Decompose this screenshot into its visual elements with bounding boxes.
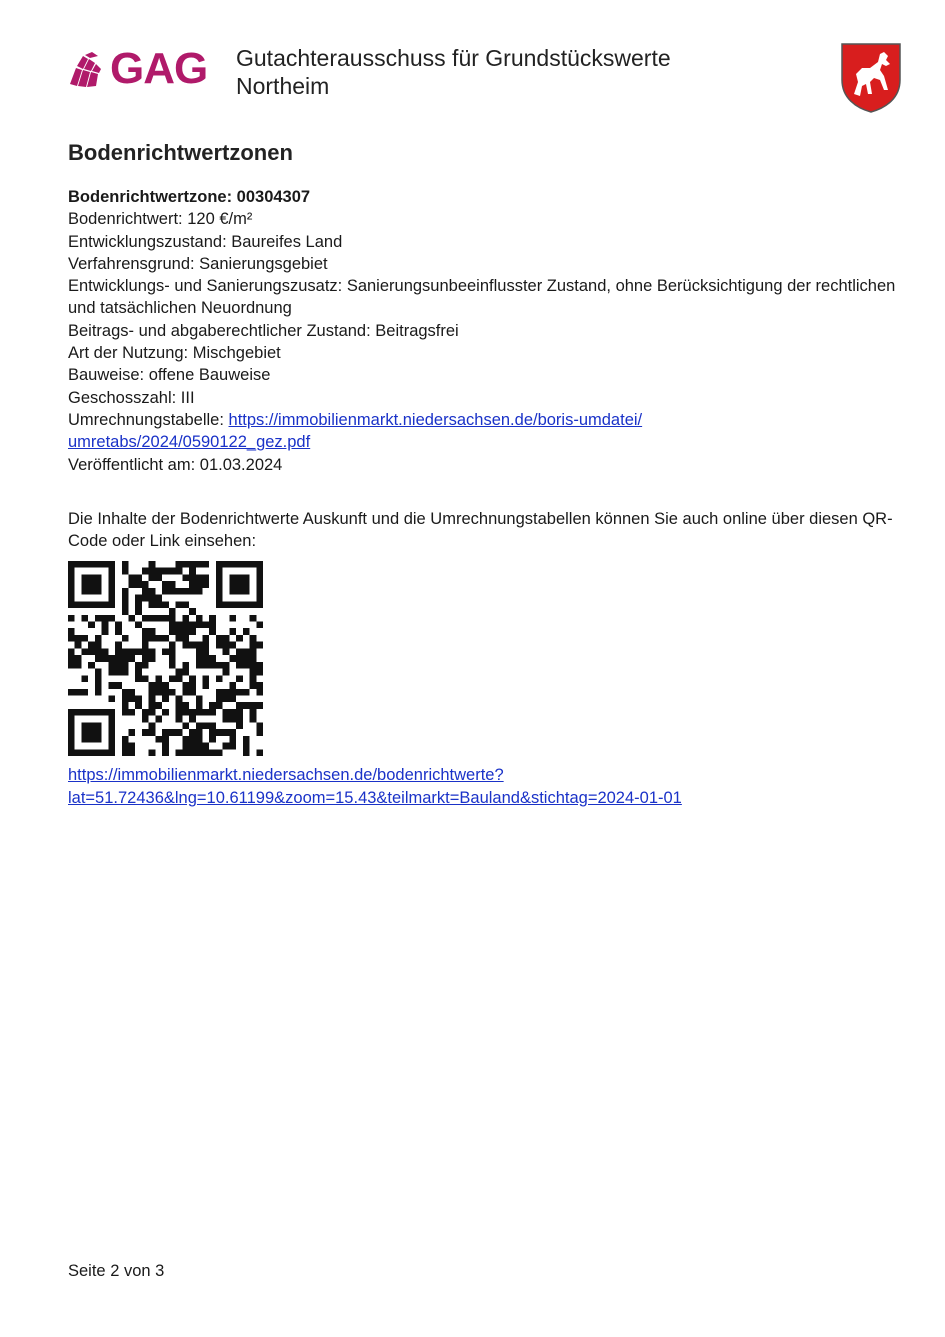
qr-code-icon[interactable] — [68, 561, 263, 756]
online-info-text: Die Inhalte der Bodenrichtwerte Auskunft und die Umrechnungstabellen können Sie auch online über diesen QR-Code oder Link einsehen: — [68, 510, 893, 551]
floor-count: Geschosszahl: III — [68, 388, 195, 407]
qr-link — [68, 764, 898, 810]
logo-text: GAG — [110, 44, 208, 93]
development-state: Entwicklungszustand: Baureifes Land — [68, 232, 343, 251]
page-number: Seite 2 von 3 — [68, 1262, 165, 1280]
conversion-table-link-line-2: umretabs/2024/0590122_gez.pdf — [68, 433, 311, 452]
gag-logo — [68, 44, 207, 94]
conversion-table-label: Umrechnungstabelle: — [68, 410, 229, 429]
zone-details — [68, 186, 898, 476]
contribution-state: Beitrags- und abgaberechtlicher Zustand: Beitragsfrei — [68, 321, 459, 340]
organization-name — [236, 44, 671, 100]
development-addition: Entwicklungs- und Sanierungszusatz: Sanierungsunbeeinflusster Zustand, ohne Berücksichtigung der rechtlichen und tatsächlichen Neuordnung — [68, 277, 896, 318]
section-title: Bodenrichtwertzonen — [68, 140, 293, 165]
zone-heading: Bodenrichtwertzone: 00304307 — [68, 188, 311, 206]
org-line-1: Gutachterausschuss für Grundstückswerte — [236, 45, 671, 71]
qr-link-line-1: https://immobilienmarkt.niedersachsen.de/bodenrichtwerte? — [68, 766, 504, 784]
page-header — [68, 42, 908, 122]
niedersachsen-horse-crest-icon — [840, 42, 902, 114]
usage-type: Art der Nutzung: Mischgebiet — [68, 344, 281, 363]
construction-method: Bauweise: offene Bauweise — [68, 366, 271, 385]
procedure-reason: Verfahrensgrund: Sanierungsgebiet — [68, 254, 328, 273]
org-line-2: Northeim — [236, 73, 330, 99]
conversion-table — [68, 409, 898, 454]
conversion-table-link-line-1: https://immobilienmarkt.niedersachsen.de/boris-umdatei/ — [228, 410, 643, 429]
land-value: Bodenrichtwert: 120 €/m² — [68, 210, 253, 229]
qr-link-line-2: lat=51.72436&lng=10.61199&zoom=15.43&teilmarkt=Bauland&stichtag=2024-01-01 — [68, 789, 682, 807]
bodenrichtwerte-link[interactable] — [68, 766, 682, 807]
published-date: Veröffentlicht am: 01.03.2024 — [68, 455, 283, 474]
globe-logo-icon — [68, 50, 104, 88]
